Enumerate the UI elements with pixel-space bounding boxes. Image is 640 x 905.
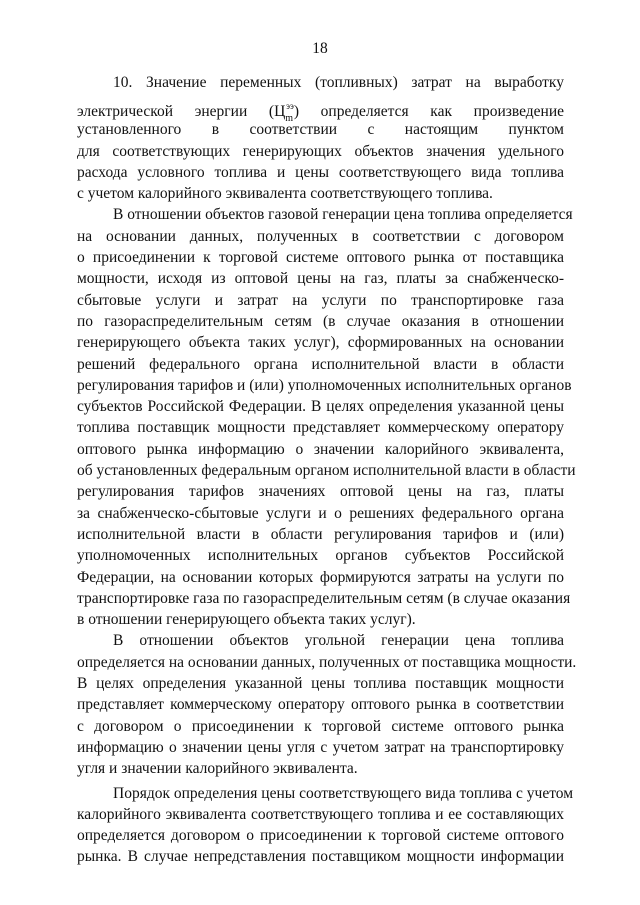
text-line: представляет коммерческому оператору оптового рынка в соответствии — [77, 696, 564, 714]
document-body — [77, 72, 577, 868]
text-line: топлива поставщик мощности представляет коммерческому оператору — [77, 419, 564, 437]
text-line: для соответствующих генерирующих объектов значения удельного — [77, 142, 564, 160]
text-line: расхода условного топлива и цены соответствующего вида топлива — [77, 163, 564, 181]
text-line: сбытовые услуги и затрат на услуги по транспортировке газа — [77, 291, 564, 309]
text-line: по газораспределительным сетям (в случае оказания в отношении — [77, 312, 564, 330]
text-line: в отношении генерирующего объекта таких услуг). — [77, 611, 416, 629]
text-line: В отношении объектов угольной генерации цена топлива — [113, 632, 564, 650]
text-line: исполнительной власти в области регулирования тарифов и (или) — [77, 525, 564, 543]
text-line: субъектов Российской Федерации. В целях определения указанной цены — [77, 398, 564, 416]
text-line: регулирования тарифов и (или) уполномоченных исполнительных органов — [77, 376, 572, 394]
text-line: информацию о значении цены угля с учетом затрат на транспортировку — [77, 738, 564, 756]
text-line: мощности, исходя из оптовой цены на газ, платы за снабженческо- — [77, 270, 564, 288]
paragraph-pricing-procedure — [77, 783, 574, 868]
text-line: решений федерального органа исполнительной власти в области — [77, 355, 564, 373]
text-line: В целях определения указанной цены топлива поставщик мощности — [77, 675, 564, 693]
page-number: 18 — [312, 40, 328, 57]
paragraph-item-10 — [77, 72, 564, 204]
text-line: В отношении объектов газовой генерации цена топлива определяется — [113, 206, 573, 224]
text-line: рынка. В случае непредставления поставщиком мощности информации — [77, 848, 564, 866]
line-text-after-symbol: определяется как произведение — [320, 103, 565, 121]
paragraph-coal-generation — [77, 630, 577, 779]
text-line: оптового рынка информацию о значении калорийного эквивалента, — [77, 440, 564, 458]
text-line: транспортировке газа по газораспределительным сетям (в случае оказания — [77, 589, 571, 607]
text-line-with-symbol — [77, 93, 565, 125]
text-line: Федерации, на основании которых формируются затраты на услуги по — [77, 568, 564, 586]
text-line: на основании данных, полученных в соответствии с договором — [77, 227, 564, 245]
text-line: угля и значении калорийного эквивалента. — [77, 760, 358, 778]
text-line: генерирующего объекта таких услуг), сформированных на основании — [77, 334, 564, 352]
price-symbol: $(Ц_m^{ээ})$ — [268, 101, 299, 125]
text-line: определяется на основании данных, полученных от поставщика мощности. — [77, 653, 577, 671]
text-line: калорийного эквивалента соответствующего топлива и ее составляющих — [77, 805, 564, 823]
symbol-subscript: m — [285, 113, 294, 125]
text-line: за снабженческо-сбытовые услуги и о решениях федерального органа — [77, 504, 564, 522]
line-text-before-symbol: электрической энергии — [77, 103, 248, 121]
text-line: о присоединении к торговой системе оптового рынка от поставщика — [77, 249, 564, 267]
text-line: уполномоченных исполнительных органов субъектов Российской — [77, 547, 564, 565]
text-line: Порядок определения цены соответствующего вида топлива с учетом — [113, 784, 574, 802]
text-line: определяется договором о присоединении к торговой системе оптового — [77, 827, 564, 845]
symbol-superscript: ээ — [286, 101, 294, 112]
text-line: регулирования тарифов значениях оптовой цены на газ, платы — [77, 483, 564, 501]
symbol-base: Ц — [274, 103, 286, 121]
text-line: установленного в соответствии с настоящим пунктом — [77, 121, 564, 139]
paragraph-gas-generation — [77, 204, 576, 630]
text-line: с учетом калорийного эквивалента соответствующего топлива. — [77, 185, 493, 203]
text-line: 10. Значение переменных (топливных) затрат на выработку — [113, 74, 564, 91]
text-line: об установленных федеральным органом исполнительной власти в области — [77, 462, 576, 480]
text-line: с договором о присоединении к торговой системе оптового рынка — [77, 717, 564, 735]
